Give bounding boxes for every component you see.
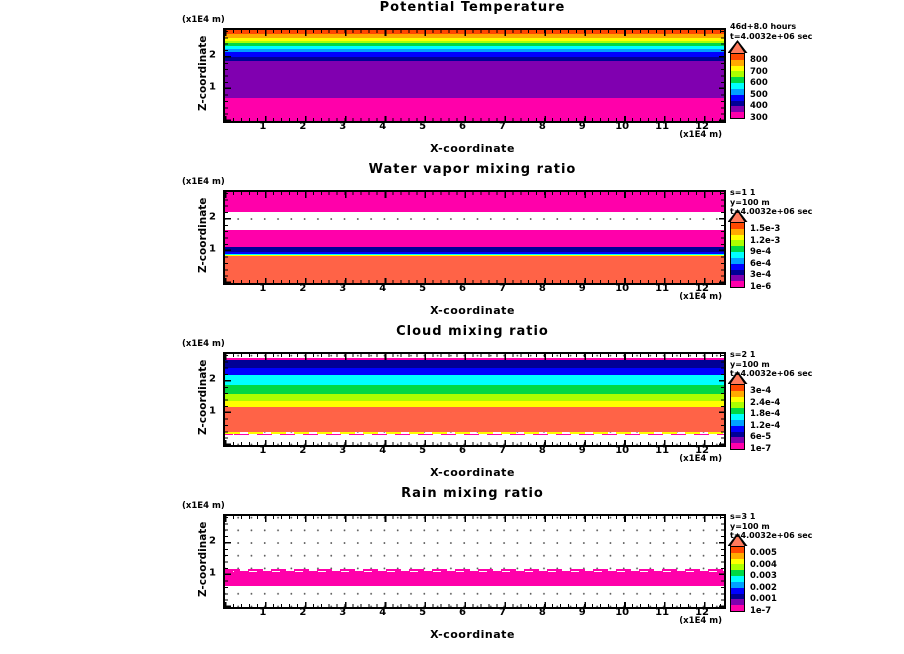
legend-text: [730, 22, 812, 41]
legend-line: t=4.0032e+06 sec: [730, 31, 813, 41]
legend-line: y=100 m: [730, 359, 770, 369]
colorbar-label: 1e-7: [750, 605, 772, 616]
colorbar-band: [731, 112, 744, 118]
plot-area: [225, 192, 724, 283]
colorbar-label: 0.005: [750, 548, 777, 559]
x-tick-label: 11: [655, 607, 670, 618]
panel-potential-temperature: [0, 0, 904, 162]
x-tick-label: 7: [498, 121, 506, 132]
x-tick-label: 8: [538, 445, 546, 456]
x-tick-label: 7: [498, 283, 506, 294]
colorbar-band: [731, 605, 744, 611]
y-axis-label: Z-coordinate: [197, 35, 209, 112]
x-tick-label: 6: [459, 445, 466, 456]
x-tick-label: 12: [695, 283, 709, 294]
x-tick-label: 12: [695, 607, 709, 618]
y-tick-label: 1: [209, 567, 216, 579]
plot-frame: [223, 28, 726, 123]
y-tick-label: 2: [209, 373, 216, 385]
contour-band: [225, 212, 724, 231]
x-tick-label: 9: [578, 283, 586, 294]
y-tick-label: 1: [209, 243, 216, 255]
legend-line: t=4.0032e+06 sec: [730, 531, 813, 540]
y-tick-labels: [203, 352, 219, 443]
colorbar-label: 400: [750, 101, 768, 112]
x-axis-unit: (x1E4 m): [679, 454, 722, 464]
x-tick-label: 5: [419, 445, 427, 456]
y-tick-label: 2: [209, 211, 216, 223]
legend-text: [730, 350, 812, 379]
x-tick-label: 6: [459, 283, 466, 294]
colorbar-legend: [729, 0, 904, 162]
band-stack: [225, 30, 724, 121]
contour-band: [225, 516, 724, 569]
x-tick-label: 11: [655, 121, 670, 132]
y-tick-labels: [203, 514, 219, 605]
plot-frame: [223, 352, 726, 447]
colorbar-label: 6e-5: [750, 432, 772, 443]
x-tick-label: 1: [259, 283, 267, 294]
x-tick-label: 10: [615, 283, 630, 294]
colorbar: [730, 40, 768, 123]
panel-cloud-mixing-ratio: [0, 324, 904, 486]
legend-line: t=4.0032e+06 sec: [730, 207, 813, 216]
colorbar-label: 1.2e-3: [750, 235, 781, 246]
x-tick-label: 4: [379, 121, 387, 132]
y-axis-unit: (x1E4 m): [182, 177, 225, 187]
contour-band: [225, 572, 724, 587]
y-tick-labels: [203, 28, 219, 119]
contour-band: [225, 61, 724, 98]
colorbar-label: 300: [750, 112, 768, 123]
colorbar-label: 1.5e-3: [750, 224, 781, 235]
x-tick-label: 11: [655, 445, 670, 456]
colorbar-label: 500: [750, 89, 768, 100]
x-tick-label: 8: [538, 607, 546, 618]
y-axis-label: Z-coordinate: [197, 359, 209, 436]
y-axis-unit: (x1E4 m): [182, 501, 225, 511]
colorbar: [730, 533, 777, 616]
contour-band: [225, 256, 724, 283]
x-tick-label: 12: [695, 445, 709, 456]
x-tick-label: 1: [259, 121, 267, 132]
x-tick-label: 9: [578, 607, 586, 618]
colorbar-labels: [750, 53, 810, 123]
y-tick-label: 2: [209, 535, 216, 547]
contour-band: [225, 394, 724, 401]
x-axis-label: X-coordinate: [430, 304, 515, 317]
legend-line: t=4.0032e+06 sec: [730, 369, 813, 378]
colorbar-legend: [729, 162, 904, 324]
colorbar-label: 600: [750, 78, 768, 89]
panel-title: Cloud mixing ratio: [396, 324, 549, 339]
x-tick-label: 1: [259, 445, 267, 456]
legend-line: s=1 1: [730, 188, 756, 197]
colorbar-labels: [750, 384, 810, 454]
x-tick-label: 7: [498, 607, 506, 618]
colorbar-label: 800: [750, 55, 768, 66]
colorbar-label: 9e-4: [750, 247, 772, 258]
colorbar-label: 6e-4: [750, 258, 772, 269]
colorbar-band: [731, 281, 744, 287]
x-tick-label: 3: [339, 607, 347, 618]
panel-title: Potential Temperature: [379, 0, 566, 15]
colorbar-legend: [729, 324, 904, 486]
colorbar-label: 1e-6: [750, 281, 772, 292]
contour-band: [225, 98, 724, 121]
panel-rain-mixing-ratio: [0, 486, 904, 648]
contour-band: [225, 433, 724, 445]
contour-band: [225, 192, 724, 212]
x-axis-unit: (x1E4 m): [679, 130, 722, 140]
x-tick-label: 11: [655, 283, 670, 294]
x-tick-label: 8: [538, 283, 546, 294]
colorbar: [730, 371, 781, 454]
x-axis-unit: (x1E4 m): [679, 616, 722, 626]
x-tick-label: 3: [339, 283, 347, 294]
plot-area: [225, 30, 724, 121]
colorbar-label: 0.002: [750, 582, 777, 593]
y-tick-label: 1: [209, 81, 216, 93]
x-tick-label: 4: [379, 445, 387, 456]
x-tick-label: 6: [459, 607, 466, 618]
colorbar-label: 1.8e-4: [750, 409, 781, 420]
x-axis-label: X-coordinate: [430, 466, 515, 479]
panel-water-vapor-mixing-ratio: [0, 162, 904, 324]
colorbar-label: 0.004: [750, 559, 777, 570]
legend-line: s=3 1: [730, 512, 756, 521]
y-tick-labels: [203, 190, 219, 281]
colorbar: [730, 209, 781, 292]
band-stack: [225, 516, 724, 607]
x-tick-label: 5: [419, 607, 427, 618]
colorbar-bands: [730, 222, 745, 288]
legend-line: 46d+8.0 hours: [730, 22, 797, 31]
panel-title: Water vapor mixing ratio: [368, 162, 577, 177]
plot-area: [225, 354, 724, 445]
x-tick-label: 12: [695, 121, 709, 132]
colorbar-band: [731, 443, 744, 449]
y-axis-unit: (x1E4 m): [182, 339, 225, 349]
x-tick-label: 4: [379, 283, 387, 294]
colorbar-label: 2.4e-4: [750, 397, 781, 408]
legend-line: y=100 m: [730, 197, 770, 207]
colorbar-overflow-triangle-icon: [728, 40, 748, 53]
plot-frame: [223, 190, 726, 285]
colorbar-label: 3e-4: [750, 270, 772, 281]
x-tick-label: 7: [498, 445, 506, 456]
x-tick-label: 1: [259, 607, 267, 618]
contour-band: [225, 385, 724, 394]
band-stack: [225, 354, 724, 445]
x-tick-label: 6: [459, 121, 466, 132]
x-tick-label: 4: [379, 607, 387, 618]
colorbar-labels: [750, 222, 810, 292]
colorbar-bands: [730, 53, 745, 119]
colorbar-label: 1.2e-4: [750, 420, 781, 431]
colorbar-bands: [730, 384, 745, 450]
x-axis-unit: (x1E4 m): [679, 292, 722, 302]
plot-frame: [223, 514, 726, 609]
colorbar-label: 3e-4: [750, 386, 772, 397]
colorbar-label: 0.001: [750, 594, 777, 605]
x-tick-label: 8: [538, 121, 546, 132]
contour-band: [225, 586, 724, 607]
y-axis-label: Z-coordinate: [197, 197, 209, 274]
x-tick-label: 9: [578, 445, 586, 456]
contour-band: [225, 360, 724, 368]
legend-text: [730, 512, 812, 541]
x-tick-label: 10: [615, 121, 630, 132]
colorbar-labels: [750, 546, 810, 616]
x-axis-label: X-coordinate: [430, 142, 515, 155]
legend-line: s=2 1: [730, 350, 756, 359]
y-axis-unit: (x1E4 m): [182, 15, 225, 25]
band-stack: [225, 192, 724, 283]
y-tick-label: 1: [209, 405, 216, 417]
contour-band: [225, 407, 724, 432]
x-tick-label: 3: [339, 121, 347, 132]
plot-area: [225, 516, 724, 607]
x-tick-label: 10: [615, 607, 630, 618]
x-tick-label: 10: [615, 445, 630, 456]
y-tick-label: 2: [209, 49, 216, 61]
colorbar-label: 1e-7: [750, 443, 772, 454]
colorbar-label: 0.003: [750, 571, 777, 582]
colorbar-legend: [729, 486, 904, 648]
contour-band: [225, 230, 724, 247]
x-tick-label: 2: [299, 607, 307, 618]
x-tick-label: 5: [419, 121, 427, 132]
x-tick-label: 5: [419, 283, 427, 294]
x-tick-label: 2: [299, 121, 307, 132]
colorbar-label: 700: [750, 66, 768, 77]
x-tick-label: 9: [578, 121, 586, 132]
x-tick-label: 2: [299, 445, 307, 456]
colorbar-bands: [730, 546, 745, 612]
y-axis-label: Z-coordinate: [197, 521, 209, 598]
contour-band: [225, 368, 724, 375]
panel-title: Rain mixing ratio: [401, 486, 544, 501]
contour-band: [225, 375, 724, 385]
legend-line: y=100 m: [730, 521, 770, 531]
x-tick-label: 3: [339, 445, 347, 456]
legend-text: [730, 188, 812, 217]
x-axis-label: X-coordinate: [430, 628, 515, 641]
x-tick-label: 2: [299, 283, 307, 294]
